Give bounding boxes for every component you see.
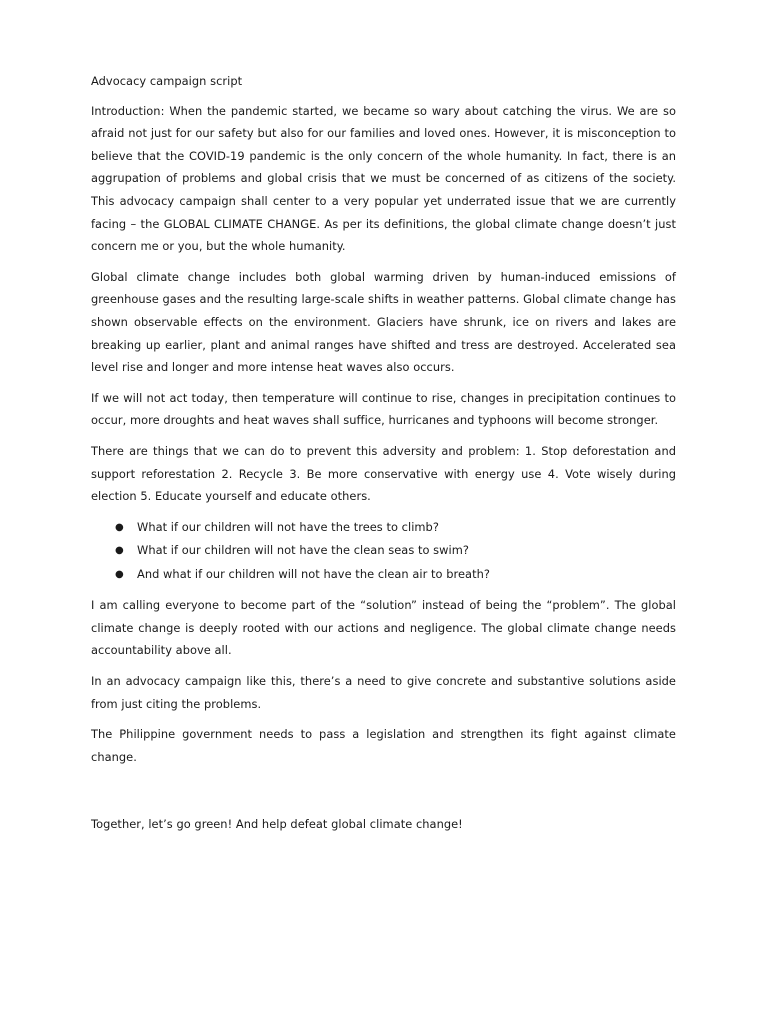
bullet-text: What if our children will not have the clean seas to swim?	[137, 543, 469, 558]
paragraph-call-to-action: I am calling everyone to become part of the “solution” instead of being the “problem”. The global climate change is deeply rooted with our actions and negligence. The global climate change needs accountability above all.	[91, 598, 676, 658]
paragraph-introduction: Introduction: When the pandemic started, we became so wary about catching the virus. We are so afraid not just for our safety but also for our families and loved ones. However, it is misconception to believe that the COVID-19 pandemic is the only concern of the whole humanity. In fact, there is an aggrupation of problems and global crisis that we must be concerned of as citizens of the society. This advocacy campaign shall center to a very popular yet underrated issue that we are currently facing – the GLOBAL CLIMATE CHANGE. As per its definitions, the global climate change doesn’t just concern me or you, but the whole humanity.	[91, 103, 676, 254]
document-title: Advocacy campaign script	[91, 74, 243, 88]
paragraph-concrete-solutions: In an advocacy campaign like this, there’s a need to give concrete and substantive solutions aside from just citing the problems.	[91, 673, 676, 711]
closing-line: Together, let’s go green! And help defeat global climate change!	[91, 817, 463, 832]
bullet-icon: ●	[115, 568, 124, 580]
bullet-item	[91, 539, 676, 563]
bullet-icon: ●	[115, 545, 124, 557]
bullet-list	[91, 516, 676, 587]
bullet-icon: ●	[115, 521, 124, 533]
paragraph-solutions-list: There are things that we can do to prevent this adversity and problem: 1. Stop deforestation and support reforestation 2. Recycle 3. Be more conservative with energy use 4. Vote wisely during election 5. Educate yourself and educate others.	[91, 443, 676, 504]
spacer	[91, 776, 676, 813]
bullet-text: And what if our children will not have the clean air to breath?	[137, 566, 490, 581]
paragraph-government: The Philippine government needs to pass a legislation and strengthen its fight against climate change.	[91, 727, 676, 764]
paragraph-consequences: If we will not act today, then temperature will continue to rise, changes in precipitation continues to occur, more droughts and heat waves shall suffice, hurricanes and typhoons will become stronger.	[91, 390, 676, 428]
bullet-text: What if our children will not have the trees to climb?	[137, 519, 439, 534]
document-page	[91, 70, 676, 844]
bullet-item	[91, 563, 676, 587]
paragraph-global-climate-change: Global climate change includes both global warming driven by human-induced emissions of greenhouse gases and the resulting large-scale shifts in weather patterns. Global climate change has shown observable effects on the environment. Glaciers have shrunk, ice on rivers and lakes are breaking up earlier, plant and animal ranges have shifted and tress are destroyed. Accelerated sea level rise and longer and more intense heat waves also occurs.	[91, 269, 676, 375]
bullet-item	[91, 516, 676, 540]
